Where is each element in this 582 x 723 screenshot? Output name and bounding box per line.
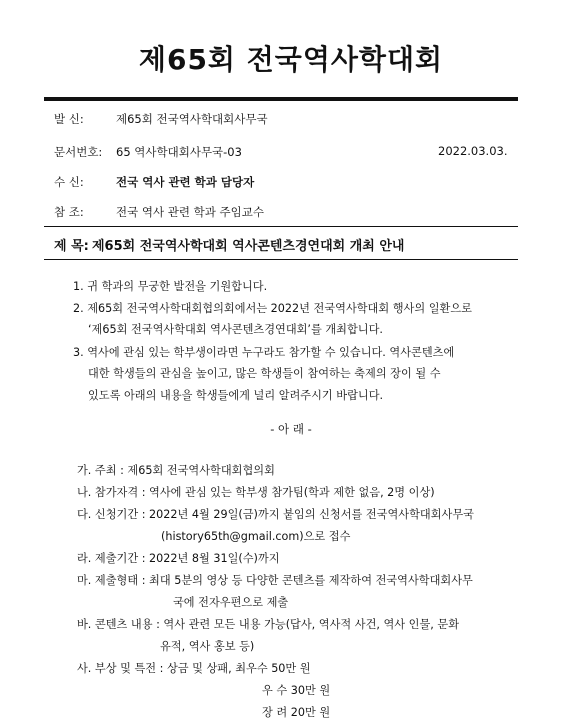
- list-item: 바. 콘텐츠 내용 : 역사 관련 모든 내용 가능(답사, 역사적 사건, 역사 인물, 문화: [77, 618, 459, 631]
- list-item: 사. 부상 및 특전 : 상금 및 상패, 최우수 50만 원: [77, 662, 311, 675]
- body-line: 1. 귀 학과의 무궁한 발전을 기원합니다.: [73, 280, 268, 293]
- sender-label: 발 신:: [54, 112, 84, 126]
- subject-label: 제 목:: [54, 239, 89, 254]
- subject-rule-top: [44, 226, 518, 227]
- subject-rule-bottom: [44, 259, 518, 260]
- list-item: 다. 신청기간 : 2022년 4월 29일(금)까지 붙임의 신청서를 전국역사학대회사무국: [77, 508, 474, 521]
- list-item: 라. 제출기간 : 2022년 8월 31일(수)까지: [77, 552, 280, 565]
- below-heading: - 아 래 -: [270, 422, 312, 436]
- recipient-row: [54, 174, 254, 190]
- recipient-label: 수 신:: [54, 175, 84, 189]
- ref-label: 참 조:: [54, 205, 84, 219]
- list-item: 장 려 20만 원: [262, 706, 331, 719]
- list-item: 마. 제출형태 : 최대 5분의 영상 등 다양한 콘텐츠를 제작하여 전국역사학대회사무: [77, 574, 473, 587]
- body-line: 대한 학생들의 관심을 높이고, 많은 학생들이 참여하는 축제의 장이 될 수: [88, 367, 441, 380]
- ref-row: [54, 204, 264, 220]
- docno-value: 65 역사학대회사무국-03: [116, 145, 242, 159]
- body-line: ‘제65회 전국역사학대회 역사콘텐츠경연대회’를 개최합니다.: [88, 323, 383, 336]
- list-item: 가. 주최 : 제65회 전국역사학대회협의회: [77, 464, 275, 477]
- docno-label: 문서번호:: [54, 145, 103, 159]
- list-item: 우 수 30만 원: [262, 684, 331, 697]
- document-date: 2022.03.03.: [438, 144, 508, 158]
- list-item: 국에 전자우편으로 제출: [173, 596, 289, 609]
- body-line: 있도록 아래의 내용을 학생들에게 널리 알려주시기 바랍니다.: [88, 389, 384, 402]
- body-line: 3. 역사에 관심 있는 학부생이라면 누구라도 참가할 수 있습니다. 역사콘텐츠에: [73, 346, 455, 359]
- subject-row: [54, 235, 404, 254]
- ref-value: 전국 역사 관련 학과 주임교수: [116, 205, 264, 219]
- list-item: 유적, 역사 홍보 등): [160, 640, 255, 653]
- subject-text: 제65회 전국역사학대회 역사콘텐츠경연대회 개최 안내: [92, 239, 405, 254]
- document-title: 제65회 전국역사학대회: [138, 43, 444, 76]
- recipient-value: 전국 역사 관련 학과 담당자: [116, 175, 255, 189]
- docno-row: [54, 144, 524, 160]
- list-item: (history65th@gmail.com)으로 접수: [161, 530, 351, 543]
- list-item: 나. 참가자격 : 역사에 관심 있는 학부생 참가팀(학과 제한 없음, 2명 이상): [77, 486, 435, 499]
- header-rule-thick: [44, 97, 518, 101]
- body-line: 2. 제65회 전국역사학대회협의회에서는 2022년 전국역사학대회 행사의 일환으로: [73, 302, 472, 315]
- sender-row: [54, 111, 268, 127]
- sender-value: 제65회 전국역사학대회사무국: [116, 112, 268, 126]
